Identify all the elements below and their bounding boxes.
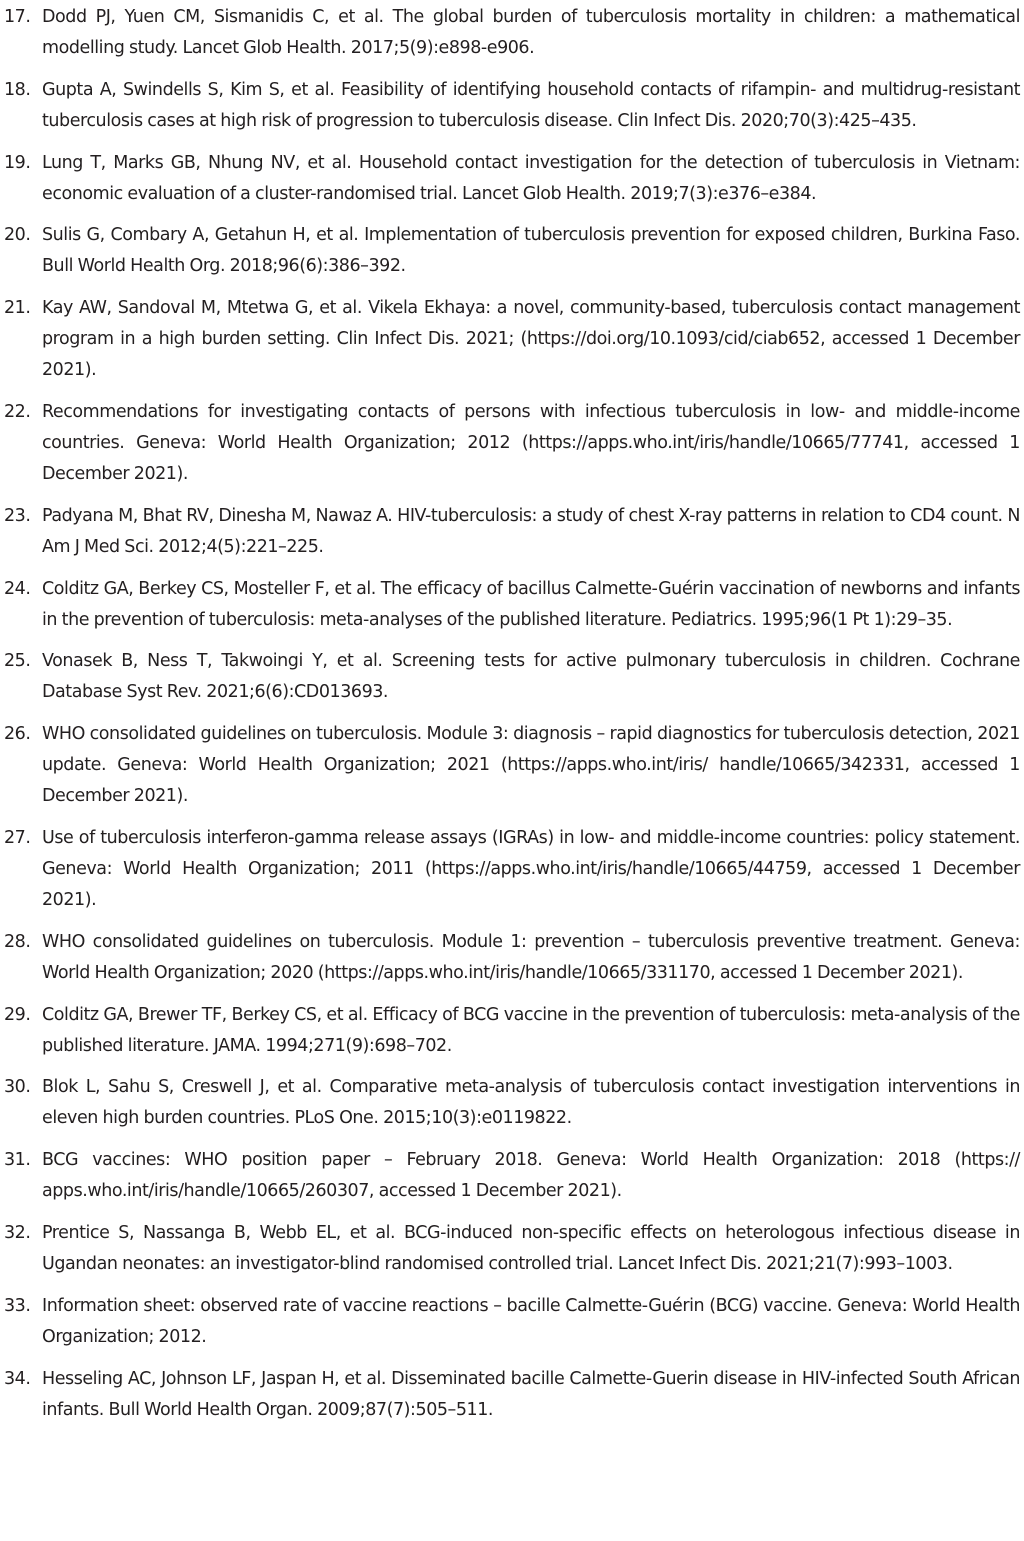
reference-list <box>4 2 1020 1426</box>
reference-item <box>4 1000 1020 1062</box>
reference-item <box>4 574 1020 636</box>
reference-number: 24. <box>4 578 31 599</box>
reference-item <box>4 148 1020 210</box>
reference-item <box>4 1145 1020 1207</box>
reference-text: Colditz GA, Berkey CS, Mosteller F, et al. The efficacy of bacillus Calmette-Guérin vaccination of newborns and infants in the prevention of tuberculosis: meta-analyses of the published literature. Pediatrics. 1995;96(1 Pt 1):29–35. <box>42 578 1020 630</box>
reference-number: 26. <box>4 724 31 745</box>
reference-text: Colditz GA, Brewer TF, Berkey CS, et al. Efficacy of BCG vaccine in the prevention of tuberculosis: meta-analysis of the published literature. JAMA. 1994;271(9):698–702. <box>42 1004 1020 1056</box>
reference-number: 18. <box>4 79 31 100</box>
reference-text: Sulis G, Combary A, Getahun H, et al. Implementation of tuberculosis prevention for exposed children, Burkina Faso. Bull World Health Org. 2018;96(6):386–392. <box>42 225 1020 277</box>
reference-item <box>4 397 1020 490</box>
reference-item <box>4 501 1020 563</box>
reference-number: 22. <box>4 401 31 422</box>
reference-text: Padyana M, Bhat RV, Dinesha M, Nawaz A. HIV-tuberculosis: a study of chest X-ray patterns in relation to CD4 count. N Am J Med Sci. 2012;4(5):221–225. <box>42 505 1020 557</box>
reference-item <box>4 1218 1020 1280</box>
reference-number: 27. <box>4 827 31 848</box>
reference-text: Lung T, Marks GB, Nhung NV, et al. Household contact investigation for the detection of tuberculosis in Vietnam: economic evaluation of a cluster-randomised trial. Lancet Glob Health. 2019;7(3):e376–e384. <box>42 152 1020 204</box>
reference-item <box>4 220 1020 282</box>
reference-text: WHO consolidated guidelines on tuberculosis. Module 1: prevention – tuberculosis preventive treatment. Geneva: World Health Organization; 2020 (https://apps.who.int/iris/handle/10665/331170, accessed 1 December 2021). <box>42 931 1020 983</box>
reference-text: Use of tuberculosis interferon-gamma release assays (IGRAs) in low- and middle-income countries: policy statement. Geneva: World Health Organization; 2011 (https://apps.who.int/iris/handle/10665/44759, accessed 1 December 2021). <box>42 827 1020 910</box>
reference-number: 20. <box>4 225 31 246</box>
reference-number: 31. <box>4 1150 31 1171</box>
reference-number: 28. <box>4 931 31 952</box>
reference-text: Information sheet: observed rate of vaccine reactions – bacille Calmette-Guérin (BCG) vaccine. Geneva: World Health Organization; 2012. <box>42 1295 1020 1347</box>
reference-text: Dodd PJ, Yuen CM, Sismanidis C, et al. The global burden of tuberculosis mortality in children: a mathematical modelling study. Lancet Glob Health. 2017;5(9):e898-e906. <box>42 7 1020 58</box>
reference-number: 25. <box>4 651 31 672</box>
reference-text: Recommendations for investigating contacts of persons with infectious tuberculosis in low- and middle-income countries. Geneva: World Health Organization; 2012 (https://apps.who.int/iris/handle/10665/77741, accessed 1 December 2021). <box>42 401 1020 484</box>
reference-item <box>4 1072 1020 1134</box>
reference-item <box>4 2 1020 64</box>
reference-number: 33. <box>4 1295 31 1316</box>
reference-number: 19. <box>4 152 31 173</box>
reference-text: Prentice S, Nassanga B, Webb EL, et al. BCG-induced non-specific effects on heterologous infectious disease in Ugandan neonates: an investigator-blind randomised controlled trial. Lancet Infect Dis. 2021;21(7):993–1003. <box>42 1222 1020 1274</box>
reference-item <box>4 1364 1020 1426</box>
reference-item <box>4 1291 1020 1353</box>
reference-item <box>4 719 1020 812</box>
reference-number: 34. <box>4 1368 31 1389</box>
reference-number: 32. <box>4 1222 31 1243</box>
reference-text: Vonasek B, Ness T, Takwoingi Y, et al. Screening tests for active pulmonary tuberculosis in children. Cochrane Database Syst Rev. 2021;6(6):CD013693. <box>42 651 1020 703</box>
reference-text: WHO consolidated guidelines on tuberculosis. Module 3: diagnosis – rapid diagnostics for tuberculosis detection, 2021 update. Geneva: World Health Organization; 2021 (https://apps.who.int/iris/ handle/10665/342331, accessed 1 December 2021). <box>42 724 1020 807</box>
reference-number: 29. <box>4 1004 31 1025</box>
reference-text: Kay AW, Sandoval M, Mtetwa G, et al. Vikela Ekhaya: a novel, community-based, tuberculosis contact management program in a high burden setting. Clin Infect Dis. 2021; (https://doi.org/10.1093/cid/ciab652, accessed 1 December 2021). <box>42 298 1020 381</box>
reference-item <box>4 293 1020 386</box>
reference-number: 21. <box>4 298 31 319</box>
reference-item <box>4 75 1020 137</box>
reference-number: 23. <box>4 505 31 526</box>
reference-number: 17. <box>4 7 31 27</box>
reference-text: Blok L, Sahu S, Creswell J, et al. Comparative meta-analysis of tuberculosis contact investigation interventions in eleven high burden countries. PLoS One. 2015;10(3):e0119822. <box>42 1077 1020 1129</box>
reference-number: 30. <box>4 1077 31 1098</box>
reference-item <box>4 927 1020 989</box>
reference-item <box>4 646 1020 708</box>
reference-text: BCG vaccines: WHO position paper – February 2018. Geneva: World Health Organization: 2018 (https:// apps.who.int/iris/handle/10665/260307, accessed 1 December 2021). <box>42 1150 1020 1202</box>
reference-text: Hesseling AC, Johnson LF, Jaspan H, et al. Disseminated bacille Calmette-Guerin disease in HIV-infected South African infants. Bull World Health Organ. 2009;87(7):505–511. <box>42 1368 1020 1420</box>
reference-item <box>4 823 1020 916</box>
reference-text: Gupta A, Swindells S, Kim S, et al. Feasibility of identifying household contacts of rifampin- and multidrug-resistant tuberculosis cases at high risk of progression to tuberculosis disease. Clin Infect Dis. 2020;70(3):425–435. <box>42 79 1020 131</box>
